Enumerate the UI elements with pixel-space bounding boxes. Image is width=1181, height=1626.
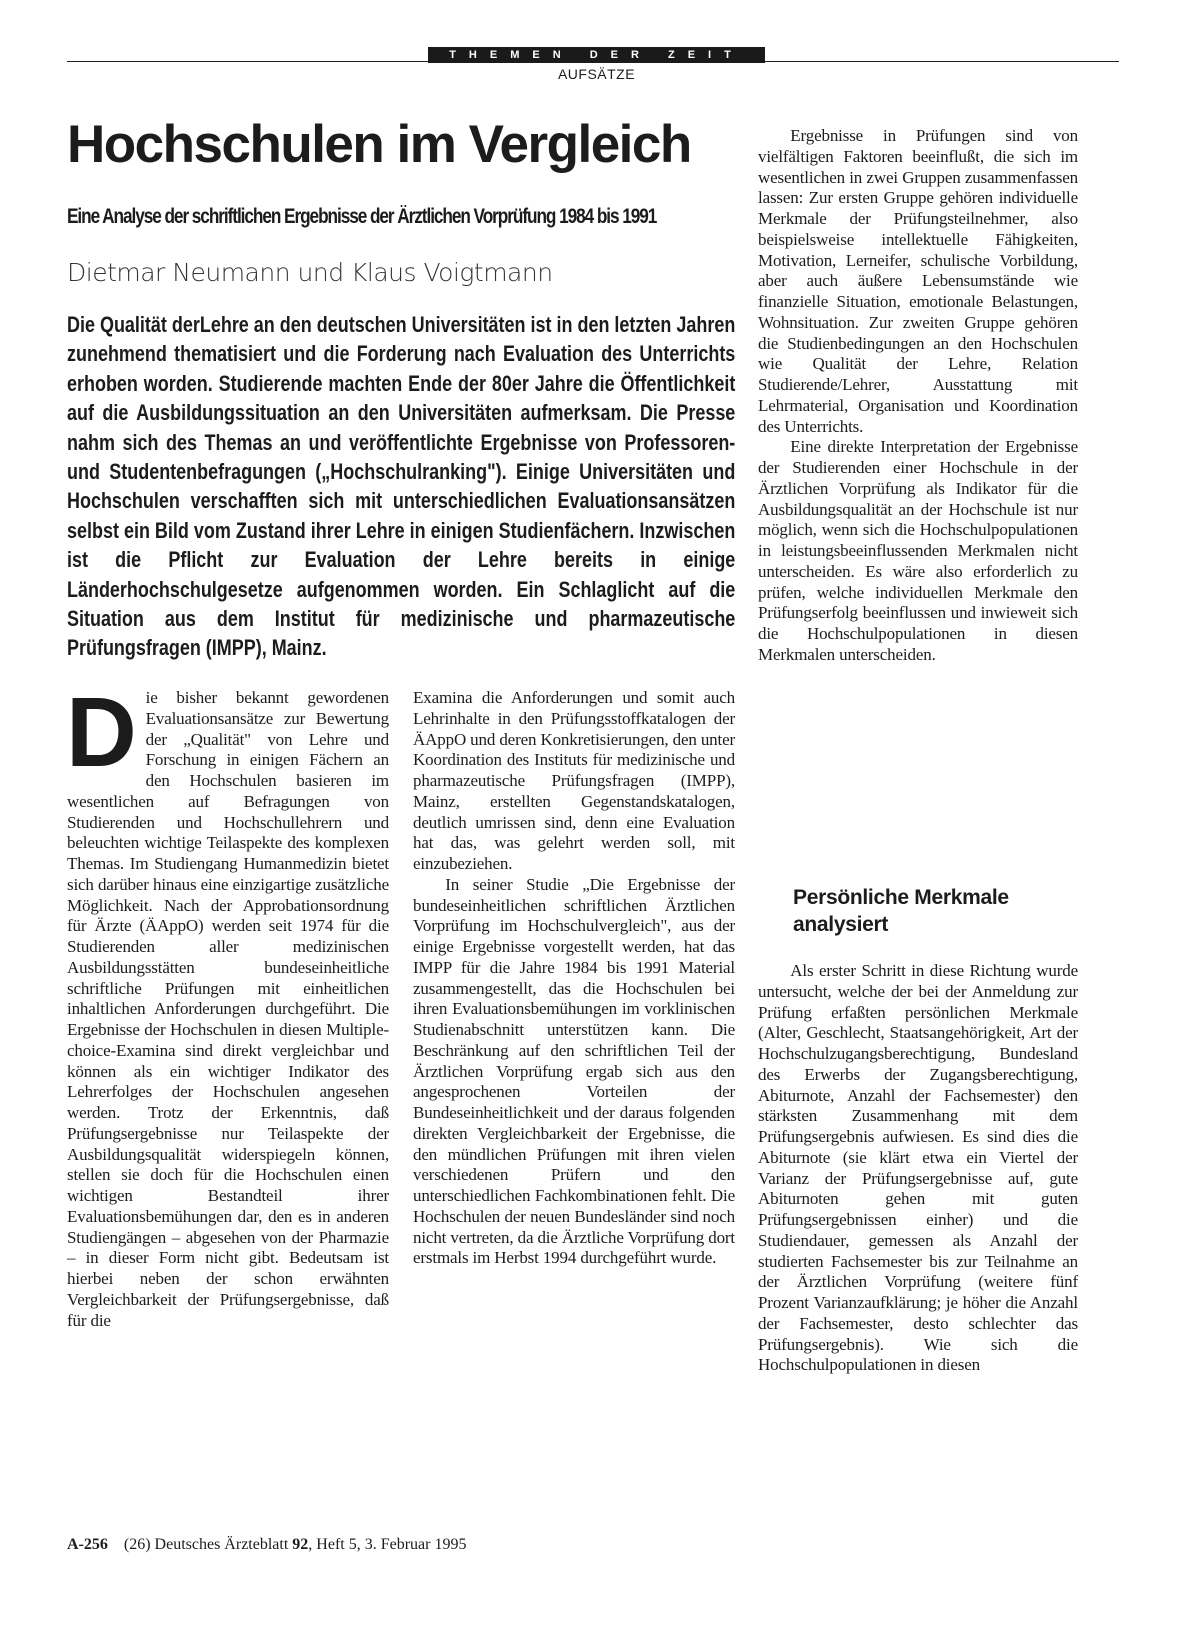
body-paragraph: Als erster Schritt in diese Richtung wurde untersucht, welche der bei der Anmeldung zur Prüfung erfaßten persönlichen Merkmale (Alter, Geschlecht, Staatsangehörigkeit, Art der Hochschulzugangsberechtigung, Bundesland des Erwerbs der Zugangsberechtigung, Abiturnote, Anzahl der Fachsemester) den stärksten Zusammenhang mit dem Prüfungsergebnis aufwiesen. Es sind dies die Abiturnote (sie klärt etwa ein Viertel der Varianz der Prüfungsergebnisse auf, gute Abiturnoten gehen mit guten Prüfungsergebnissen einher) und die Studiendauer, gemessen als Anzahl der studierten Fachsemester bis zur Teilnahme an der Ärztlichen Vorprüfung (weitere fünf Prozent Varianzaufklärung; je höher die Anzahl der Fachsemester, desto schlechter das Prüfungsergebnis). Wie sich die Hochschulpopulationen in diesen — [758, 961, 1078, 1375]
body-column-3-bottom — [758, 961, 1078, 1376]
article-authors: Dietmar Neumann und Klaus Voigtmann — [67, 258, 553, 287]
body-column-3-top — [758, 126, 1078, 666]
body-paragraph: Ergebnisse in Prüfungen sind von vielfältigen Faktoren beeinflußt, die sich im wesentlichen in zwei Gruppen zusammenfassen lassen: Zur ersten Gruppe gehören individuelle Merkmale der Prüfungsteilnehmer, also beispielsweise intellektuelle Fähigkeiten, Motivation, Lerneifer, schulische Vorbildung, aber auch äußere Lebensumstände wie finanzielle Situation, emotionale Belastungen, Wohnsituation. Zur zweiten Gruppe gehören die Studienbedingungen an den Hochschulen wie Qualität der Lehre, Relation Studierende/Lehrer, Ausstattung mit Lehrmaterial, Organisation und Koordination des Unterrichts. — [758, 126, 1078, 436]
body-paragraph: Examina die Anforderungen und somit auch Lehrinhalte in den Prüfungsstoffkatalogen der ÄAppO und deren Konkretisierungen, den unter Koordination des Instituts für medizinische und pharmazeutische Prüfungsfragen (IMPP), Mainz, erstellten Gegenstandskatalogen, deutlich umrissen sind, denn eine Evaluation hat das, was gelehrt werden soll, mit einzubeziehen. — [413, 688, 735, 873]
journal-name: Deutsches Ärzteblatt — [154, 1536, 289, 1553]
section-label: THEMEN DER ZEIT — [428, 47, 765, 63]
page-number: A-256 — [67, 1536, 108, 1553]
issue-page-number: (26) — [123, 1536, 151, 1553]
section-subheading: Persönliche Merkmale analysiert — [793, 886, 1009, 936]
body-column-2 — [413, 688, 735, 1269]
lead-paragraph: Die Qualität derLehre an den deutschen Universitäten ist in den letzten Jahren zunehmend thematisiert und die Forderung nach Evaluation des Unterrichts erhoben worden. Studierende machten Ende der 80er Jahre die Öffentlichkeit auf die Ausbildungssituation an den Universitäten aufmerksam. Die Presse nahm sich des Themas an und veröffentlichte Ergebnisse von Professoren- und Studentenbefragungen („Hochschulranking"). Einige Universitäten und Hochschulen verschafften sich mit unterschiedlichen Evaluationsansätzen selbst ein Bild vom Zustand ihrer Lehre in einigen Studienfächern. Inzwischen ist die Pflicht zur Evaluation der Lehre bereits in einige Länderhochschulgesetze aufgenommen worden. Ein Schlaglicht auf die Situation aus dem Institut für medizinische und pharmazeutische Prüfungsfragen (IMPP), Mainz. — [67, 312, 736, 661]
subsection-label: AUFSÄTZE — [557, 66, 636, 82]
body-paragraph: In seiner Studie „Die Ergebnisse der bundeseinheitlichen schriftlichen Ärztlichen Vorprüfung im Hochschulvergleich", aus der einige Ergebnisse vorgestellt werden, hat das IMPP für die Jahre 1984 bis 1991 Material zusammengestellt, das die Hochschulen bei ihren Evaluationsbemühungen im vorklinischen Studienabschnitt unterstützen kann. Die Beschränkung auf den schriftlichen Teil der Ärztlichen Vorprüfung ergab sich aus den angesprochenen Vorteilen der Bundeseinheitlichkeit und der daraus folgenden direkten Vergleichbarkeit der Ergebnisse, die den mündlichen Prüfungen mit ihren vielen verschiedenen Prüfern und den unterschiedlichen Fachkombinationen fehlt. Die Hochschulen der neuen Bundesländer sind noch nicht vertreten, da die Ärztliche Vorprüfung dort erstmals im Herbst 1994 durchgeführt wurde. — [413, 874, 736, 1268]
masthead — [67, 47, 1119, 82]
body-paragraph — [66, 677, 389, 1331]
drop-cap: D — [66, 677, 137, 787]
body-paragraph: Eine direkte Interpretation der Ergebnisse der Studierenden einer Hochschule in der Ärztlichen Vorprüfung als Indikator für die Ausbildungsqualität an der Hochschule ist nur möglich, wenn sich die Hochschulpopulationen in leistungsbeeinflussenden Merkmalen nicht unterscheiden. Es wäre also erforderlich zu prüfen, welche individuellen Merkmale den Prüfungserfolg beeinflussen und inwieweit sich die Hochschulpopulationen in diesen Merkmalen unterscheiden. — [758, 437, 1078, 664]
issue-info: , Heft 5, 3. Februar 1995 — [308, 1536, 467, 1553]
volume-number: 92 — [292, 1536, 309, 1553]
article-subtitle: Eine Analyse der schriftlichen Ergebnisse der Ärztlichen Vorprüfung 1984 bis 1991 — [67, 205, 657, 228]
body-text: ie bisher bekannt gewordenen Evaluationsansätze zur Bewertung der „Qualität" von Lehre und Forschung in einigen Fächern an den Hochschulen basieren im wesentlichen auf Befragungen von Studierenden und Hochschullehrern und beleuchten wichtige Teilaspekte des komplexen Themas. Im Studiengang Humanmedizin bietet sich darüber hinaus eine einzigartige zusätzliche Möglichkeit. Nach der Approbationsordnung für Ärzte (ÄAppO) werden seit 1974 für die Studierenden aller medizinischen Ausbildungsstätten bundeseinheitliche schriftliche Prüfungen mit einheitlichen inhaltlichen Anforderungen durchgeführt. Die Ergebnisse der Hochschulen in diesen Multiple-choice-Examina sind direkt vergleichbar und können als ein wichtiger Indikator des Lehrerfolges der Hochschulen angesehen werden. Trotz der Erkenntnis, daß Prüfungsergebnisse nur Teilaspekte der Ausbildungsqualität widerspiegeln können, stellen sie doch für die Hochschulen einen wichtigen Bestandteil ihrer Evaluationsbemühungen dar, den es in anderen Studiengängen – abgesehen von der Pharmazie – in dieser Form nicht gibt. Bedeutsam ist hierbei neben der schon erwähnten Vergleichbarkeit der Prüfungsergebnisse, daß für die — [67, 688, 389, 1330]
body-column-1 — [66, 677, 389, 1331]
page-footer — [67, 1536, 466, 1554]
article-title: Hochschulen im Vergleich — [67, 115, 691, 174]
